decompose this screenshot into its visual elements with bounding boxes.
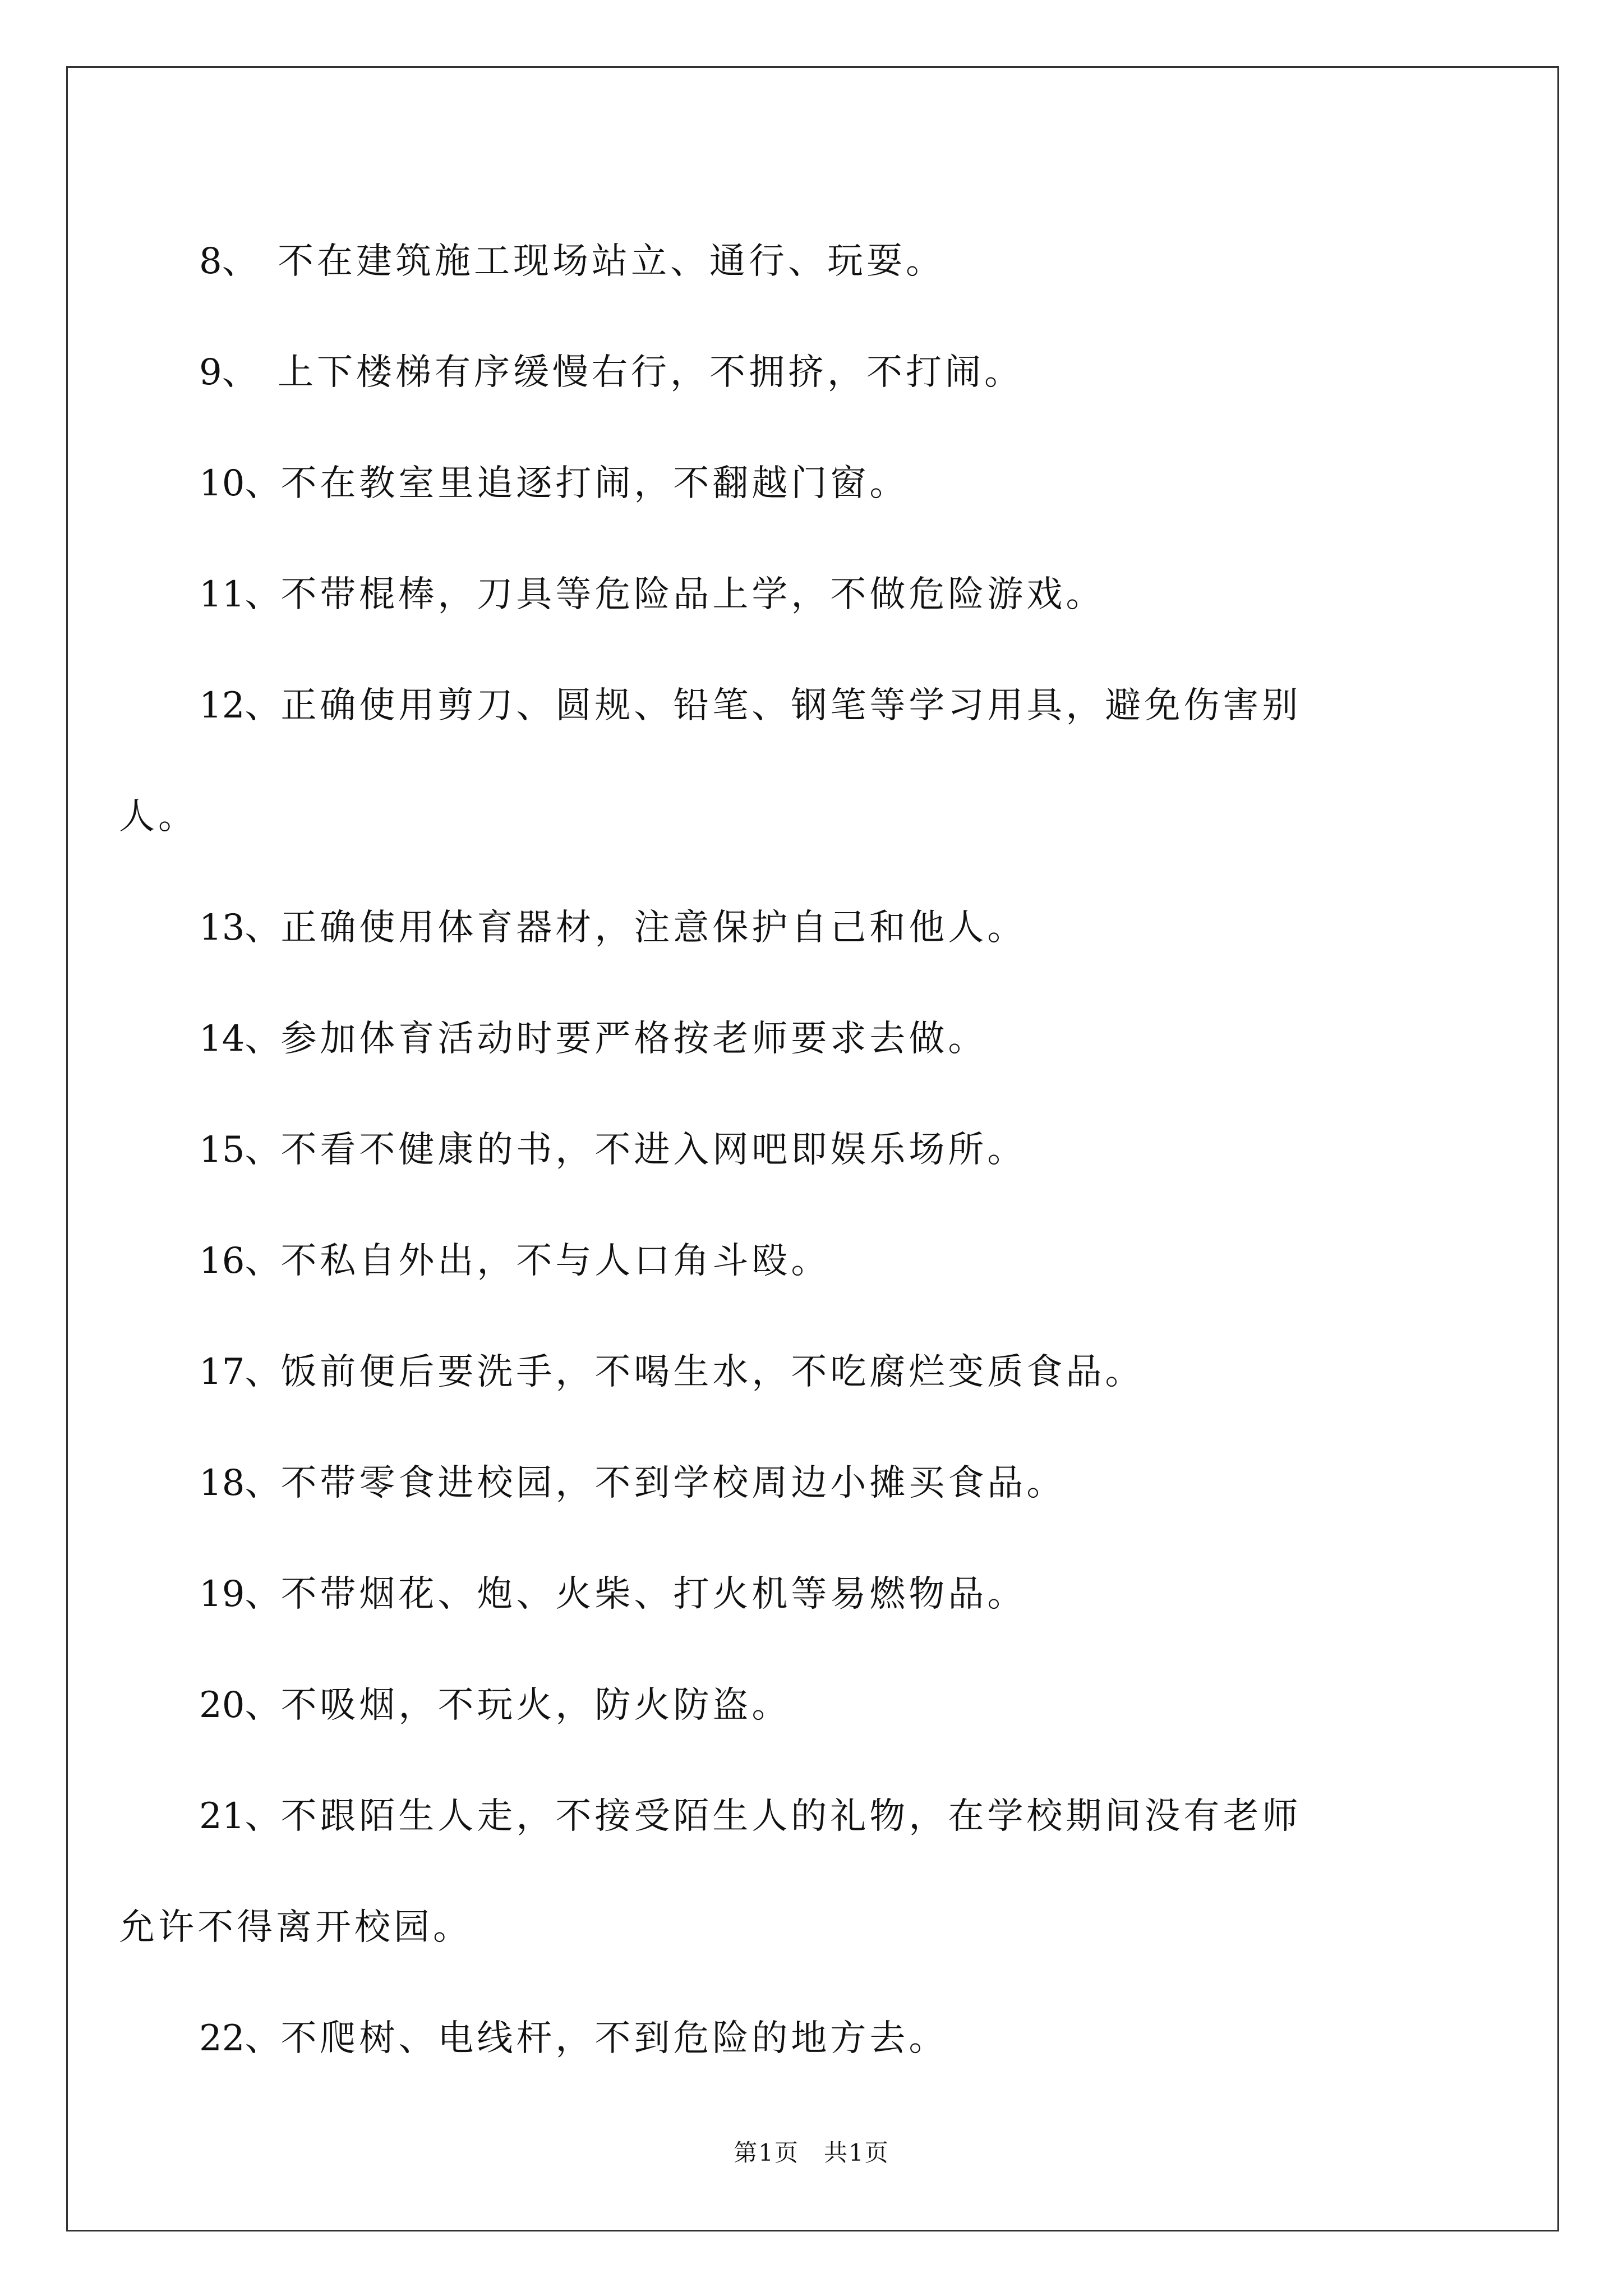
- list-item: [199, 1113, 1444, 1187]
- item-number: 21、: [199, 1796, 281, 1837]
- list-item: [199, 447, 1444, 521]
- item-text-continued: 允许不得离开校园。: [119, 1907, 472, 1948]
- item-text: 参加体育活动时要严格按老师要求去做。: [280, 1018, 988, 1060]
- item-text: 不看不健康的书，不进入网吧即娱乐场所。: [280, 1129, 1027, 1171]
- item-text: 不带棍棒，刀具等危险品上学，不做危险游戏。: [280, 574, 1105, 615]
- list-item: [119, 1779, 1444, 1964]
- list-item: [199, 1446, 1444, 1520]
- item-number: 19、: [199, 1573, 281, 1615]
- list-item: [119, 669, 1444, 854]
- item-number: 17、: [199, 1351, 281, 1393]
- item-text: 不带零食进校园，不到学校周边小摊买食品。: [280, 1462, 1066, 1504]
- item-number: 12、: [199, 685, 281, 726]
- item-number: 18、: [199, 1462, 281, 1504]
- list-item: [199, 1668, 1444, 1742]
- item-number: 15、: [199, 1129, 281, 1171]
- item-number: 9、: [199, 352, 258, 393]
- item-number: 11、: [199, 574, 281, 615]
- item-number: 13、: [199, 907, 281, 949]
- item-text: 正确使用剪刀、圆规、铅笔、钢笔等学习用具，避免伤害别: [280, 685, 1302, 726]
- item-text: 不在建筑施工现场站立、通行、玩耍。: [278, 241, 945, 282]
- item-text: 上下楼梯有序缓慢右行，不拥挤，不打闹。: [278, 352, 1023, 393]
- item-text: 饭前便后要洗手，不喝生水，不吃腐烂变质食品。: [280, 1351, 1145, 1393]
- item-text: 不私自外出，不与人口角斗殴。: [280, 1240, 831, 1282]
- list-item: [199, 1224, 1444, 1298]
- page-footer: 第1页 共1页: [734, 2139, 889, 2166]
- item-text: 不在教室里追逐打闹，不翻越门窗。: [280, 463, 909, 504]
- item-number: 8、: [199, 241, 258, 282]
- item-number: 16、: [199, 1240, 281, 1282]
- list-item: [199, 558, 1444, 632]
- item-number: 22、: [199, 2018, 281, 2059]
- document-body: [119, 224, 1444, 2113]
- item-text: 不吸烟，不玩火，防火防盗。: [280, 1685, 791, 1726]
- item-text: 不爬树、电线杆，不到危险的地方去。: [280, 2018, 948, 2059]
- list-item: [199, 1335, 1444, 1409]
- list-item: [199, 1557, 1444, 1631]
- item-number: 20、: [199, 1685, 281, 1726]
- item-text-continued: 人。: [119, 796, 197, 838]
- list-item: [199, 891, 1444, 965]
- list-item: [199, 2001, 1444, 2076]
- item-text: 正确使用体育器材，注意保护自己和他人。: [280, 907, 1027, 949]
- item-number: 14、: [199, 1018, 281, 1060]
- item-number: 10、: [199, 463, 281, 504]
- item-text: 不跟陌生人走，不接受陌生人的礼物，在学校期间没有老师: [280, 1796, 1302, 1837]
- list-item: [199, 1002, 1444, 1076]
- list-item: [199, 335, 1444, 409]
- list-item: [199, 224, 1444, 298]
- item-text: 不带烟花、炮、火柴、打火机等易燃物品。: [280, 1573, 1027, 1615]
